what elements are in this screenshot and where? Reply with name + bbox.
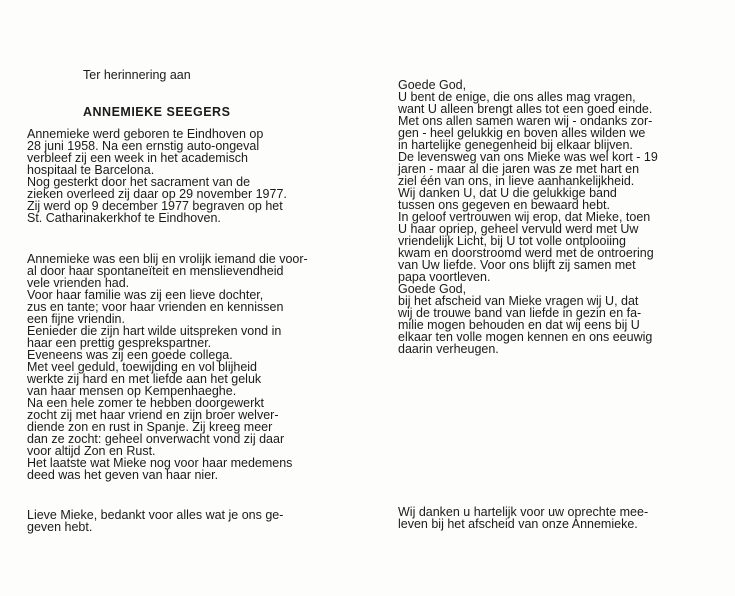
- prayer-line: De levensweg van ons Mieke was wel kort - 19: [398, 150, 658, 164]
- prayer-line: in hartelijke genegenheid bij elkaar blijven.: [398, 138, 633, 152]
- bio-line: verbleef zij een week in het academisch: [27, 151, 248, 165]
- memory-line: Eveneens was zij een goede collega.: [27, 348, 233, 362]
- prayer-line: kwam en doorstroomd werd met de ontroering: [398, 246, 654, 260]
- memory-line: al door haar spontaneïteit en menslievendheid: [27, 264, 284, 278]
- prayer-paragraph: [398, 25, 698, 356]
- prayer-line: milie mogen behouden en dat wij eens bij U: [398, 318, 640, 332]
- memory-paragraph: [27, 223, 347, 484]
- intro-text: Ter herinnering aan: [83, 68, 191, 82]
- prayer-line: Wij danken U, dat U die gelukkige band: [398, 186, 617, 200]
- prayer-line: ziel één van ons, in lieve aanhankelijkheid.: [398, 174, 635, 188]
- memory-line: zocht zij met haar vriend en zijn broer welver-: [27, 408, 279, 422]
- memory-line: haar een prettig gesprekspartner.: [27, 336, 212, 350]
- prayer-line: elkaar ten volle mogen kennen en ons eeuwig: [398, 330, 653, 344]
- closing-line: Lieve Mieke, bedankt voor alles wat je ons ge-: [27, 508, 284, 522]
- deceased-name: ANNEMIEKE SEEGERS: [83, 105, 231, 119]
- memory-line: een fijne vriendin.: [27, 312, 125, 326]
- thanks-line: leven bij het afscheid van onze Annemieke.: [398, 517, 638, 531]
- prayer-line: Goede God,: [398, 78, 467, 92]
- thanks-paragraph: [398, 372, 698, 531]
- memory-line: deed was het geven van haar nier.: [27, 468, 219, 482]
- prayer-line: van Uw liefde. Voor ons blijft zij samen met: [398, 258, 636, 272]
- prayer-line: U haar opriep, geheel vervuld werd met Uw: [398, 222, 639, 236]
- prayer-line: bij het afscheid van Mieke vragen wij U, dat: [398, 294, 639, 308]
- memory-line: van haar mensen op Kempenhaeghe.: [27, 384, 237, 398]
- bio-line: Zij werd op 9 december 1977 begraven op het: [27, 199, 283, 213]
- prayer-line: vriendelijk Licht, bij U tot volle ontplooiing: [398, 234, 626, 248]
- memory-line: vele vrienden had.: [27, 276, 130, 290]
- prayer-line: jaren - maar al die jaren was ze met hart en: [398, 162, 640, 176]
- bio-line: Nog gesterkt door het sacrament van de: [27, 175, 251, 189]
- thanks-line: Wij danken u hartelijk voor uw oprechte mee-: [398, 505, 649, 519]
- memory-line: dan ze zocht: geheel onverwacht vond zij daar: [27, 432, 285, 446]
- memory-line: Na een hele zomer te hebben doorgewerkt: [27, 396, 264, 410]
- bio-line: zieken overleed zij daar op 29 november 1977.: [27, 187, 287, 201]
- memory-line: Het laatste wat Mieke nog voor haar medemens: [27, 456, 293, 470]
- prayer-line: Met ons allen samen waren wij - ondanks zor-: [398, 114, 653, 128]
- prayer-line: wij de trouwe band van liefde in gezin en fa-: [398, 306, 642, 320]
- bio-line: hospitaal te Barcelona.: [27, 163, 155, 177]
- memory-line: zus en tante; voor haar vrienden en kennissen: [27, 300, 284, 314]
- left-page: [27, 0, 347, 596]
- bio-line: St. Catharinakerkhof te Eindhoven.: [27, 211, 221, 225]
- memory-line: Annemieke was een blij en vrolijk iemand die voor-: [27, 252, 308, 266]
- prayer-line: Goede God,: [398, 282, 467, 296]
- memory-line: diende zon en rust in Spanje. Zij kreeg meer: [27, 420, 273, 434]
- memory-line: werkte zij hard en met liefde aan het geluk: [27, 372, 262, 386]
- bio-line: Annemieke werd geboren te Eindhoven op: [27, 127, 264, 141]
- right-page: [398, 0, 698, 531]
- prayer-line: daarin verheugen.: [398, 342, 499, 356]
- prayer-line: want U alleen brengt alles tot een goed einde.: [398, 102, 653, 116]
- memory-line: voor altijd Zon en Rust.: [27, 444, 156, 458]
- prayer-line: In geloof vertrouwen wij erop, dat Mieke, toen: [398, 210, 651, 224]
- memory-line: Voor haar familie was zij een lieve dochter,: [27, 288, 264, 302]
- prayer-line: gen - heel gelukkig en boven alles wilden we: [398, 126, 646, 140]
- closing-paragraph: [27, 508, 347, 571]
- bio-line: 28 juni 1958. Na een ernstig auto-ongeval: [27, 139, 260, 153]
- prayer-line: papa voortleven.: [398, 270, 491, 284]
- prayer-line: tussen ons gegeven en bewaard hebt.: [398, 198, 610, 212]
- closing-line: geven hebt.: [27, 520, 93, 534]
- prayer-line: U bent de enige, die ons alles mag vragen,: [398, 90, 636, 104]
- memory-line: Met veel geduld, toewijding en vol blijheid: [27, 360, 258, 374]
- memory-line: Eenieder die zijn hart wilde uitspreken vond in: [27, 324, 282, 338]
